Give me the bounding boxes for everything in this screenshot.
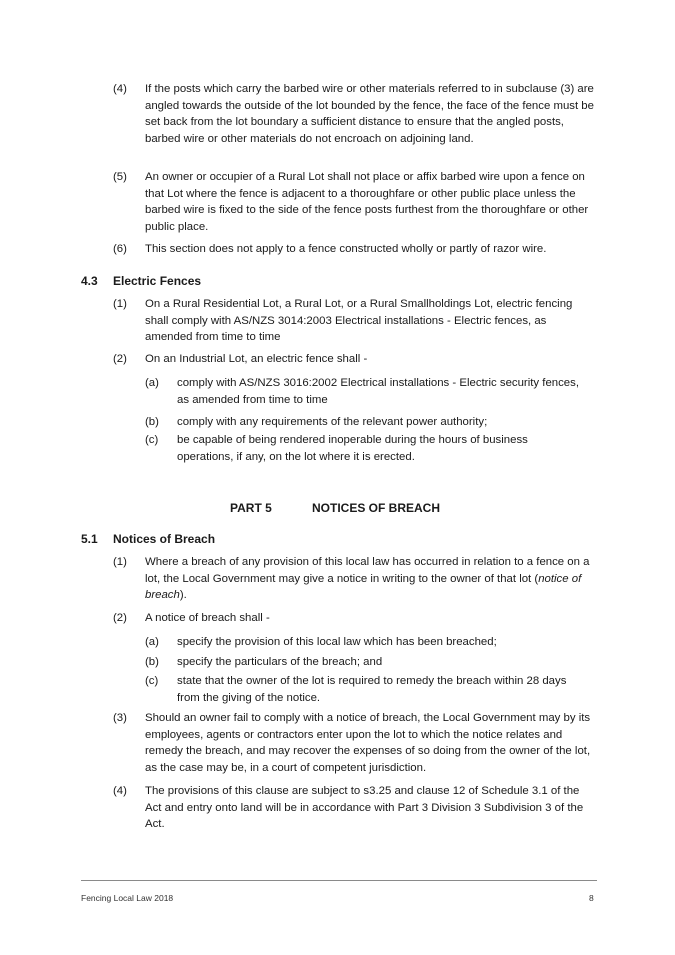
footer-title: Fencing Local Law 2018 — [81, 893, 174, 903]
subitem-letter: (b) — [145, 416, 159, 428]
item-number: (1) — [113, 298, 127, 310]
item-text: An owner or occupier of a Rural Lot shall not place or affix barbed wire upon a fence on that Lot where the fence is adjacent to a thoroughfare or other public place unless the barbed wire is fixed to the side of the fence posts furthest from the thoroughfare or other public place. — [145, 171, 589, 233]
subitem-text: comply with any requirements of the relevant power authority; — [177, 416, 488, 428]
part-title: NOTICES OF BREACH — [312, 501, 441, 515]
subitem-text: specify the particulars of the breach; and — [177, 656, 383, 668]
item-number: (1) — [113, 556, 127, 568]
item-number: (2) — [113, 353, 127, 365]
defined-term: notice of breach — [145, 572, 582, 602]
item-text: Should an owner fail to comply with a notice of breach, the Local Government may by its employees, agents or contractors enter upon the lot to which the notice relates and remedy the breach, and may recover the expenses of so doing from the owner of the lot, as the case may be, in a court of competent jurisdiction. — [145, 712, 591, 774]
item-text: If the posts which carry the barbed wire or other materials referred to in subclause (3) are angled towards the outside of the lot bounded by the fence, the face of the fence must be set back from the lot boundary a sufficient distance to ensure that the angled posts, barbed wire or other materials do not encroach on adjoining land. — [145, 83, 594, 145]
subitem-letter: (c) — [145, 434, 159, 446]
section-number: 4.3 — [81, 274, 98, 288]
item-number: (4) — [113, 785, 127, 797]
subitem-letter: (b) — [145, 656, 159, 668]
subitem-text: comply with AS/NZS 3016:2002 Electrical installations - Electric security fences, as amended from time to time — [177, 377, 580, 406]
section-number: 5.1 — [81, 532, 98, 546]
item-number: (6) — [113, 243, 127, 255]
section-title: Electric Fences — [113, 274, 202, 288]
subitem-letter: (c) — [145, 675, 159, 687]
item-number: (4) — [113, 83, 127, 95]
item-text: A notice of breach shall - — [145, 612, 270, 624]
item-number: (3) — [113, 712, 127, 724]
page-number: 8 — [589, 893, 594, 903]
item-text-main: Where a breach of any provision of this local law has occurred in relation to a fence on a lot, the Local Government may give a notice in writing to the owner of that lot ( — [145, 556, 590, 585]
item-text: The provisions of this clause are subject to s3.25 and clause 12 of Schedule 3.1 of the Act and entry onto land will be in accordance with Part 3 Division 3 Subdivision 3 of the Act. — [145, 785, 584, 831]
section-title: Notices of Breach — [113, 532, 216, 546]
item-text: On a Rural Residential Lot, a Rural Lot, or a Rural Smallholdings Lot, electric fencing shall comply with AS/NZS 3014:2003 Electrical installations - Electric fences, as amended from time to time — [145, 298, 573, 344]
item-text: This section does not apply to a fence constructed wholly or partly of razor wire. — [145, 243, 547, 255]
item-text — [145, 554, 600, 604]
footer-divider — [81, 880, 597, 881]
item-number: (5) — [113, 171, 127, 183]
item-number: (2) — [113, 612, 127, 624]
subitem-text: state that the owner of the lot is required to remedy the breach within 28 days from the giving of the notice. — [177, 675, 567, 704]
item-text-end: ). — [179, 589, 187, 602]
subitem-text: be capable of being rendered inoperable during the hours of business operations, if any, on the lot where it is erected. — [177, 434, 528, 463]
subitem-letter: (a) — [145, 636, 159, 648]
part-label: PART 5 — [230, 501, 272, 515]
subitem-text: specify the provision of this local law which has been breached; — [177, 636, 497, 648]
subitem-letter: (a) — [145, 377, 159, 389]
item-text: On an Industrial Lot, an electric fence shall - — [145, 353, 368, 365]
